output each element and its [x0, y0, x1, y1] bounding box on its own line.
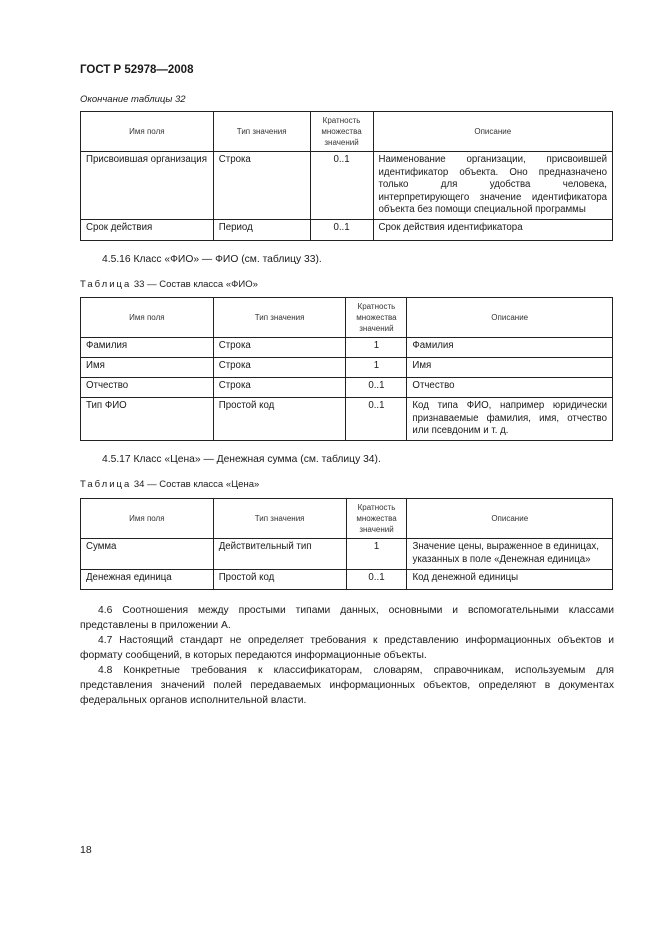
table-caption-word: Таблица: [80, 479, 132, 490]
table-row: [81, 539, 613, 570]
cell-value-type: Простой код: [213, 570, 346, 590]
cell-field-name: Фамилия: [81, 338, 214, 358]
page-number: 18: [80, 844, 92, 856]
column-header: Описание: [407, 298, 613, 338]
table-row: [81, 570, 613, 590]
paragraph-4-5-17: 4.5.17 Класс «Цена» — Денежная сумма (см. таблицу 34).: [102, 454, 381, 465]
column-header: Кратность множества значений: [310, 112, 373, 152]
cell-field-name: Отчество: [81, 378, 214, 398]
column-header: Имя поля: [81, 112, 214, 152]
table-row: [81, 358, 613, 378]
table-32-continuation: Окончание таблицы 32: [80, 94, 186, 105]
table-row: [81, 152, 613, 220]
column-header: Тип значения: [213, 112, 310, 152]
paragraph-4-8: 4.8 Конкретные требования к классификаторам, словарям, справочникам, используемым для представления значений полей передаваемых информационных объектов, определяют в документах федеральных органов исполнительной власти.: [80, 665, 614, 706]
cell-multiplicity: 1: [346, 358, 407, 378]
cell-description: Срок действия идентификатора: [373, 219, 613, 240]
paragraph-4-7: 4.7 Настоящий стандарт не определяет требования к представлению информационных объектов и формату сообщений, в которых передаются информационные объекты.: [80, 635, 614, 661]
table-caption-text: 33 — Состав класса «ФИО»: [133, 279, 258, 290]
table-33: [80, 297, 613, 441]
cell-field-name: Срок действия: [81, 219, 214, 240]
cell-description: Имя: [407, 358, 613, 378]
column-header: Описание: [373, 112, 613, 152]
cell-multiplicity: 0..1: [346, 378, 407, 398]
column-header: Кратность множества значений: [346, 298, 407, 338]
cell-description: Отчество: [407, 378, 613, 398]
column-header: Кратность множества значений: [346, 499, 407, 539]
document-header: ГОСТ Р 52978—2008: [80, 64, 194, 76]
cell-field-name: Тип ФИО: [81, 398, 214, 441]
cell-value-type: Действительный тип: [213, 539, 346, 570]
table-caption-word: Таблица: [80, 279, 132, 290]
table-row: [81, 338, 613, 358]
cell-field-name: Денежная единица: [81, 570, 214, 590]
cell-value-type: Простой код: [213, 398, 346, 441]
table-row: [81, 378, 613, 398]
table-caption-text: 34 — Состав класса «Цена»: [133, 479, 260, 490]
table-34-caption: [80, 479, 259, 490]
cell-value-type: Период: [213, 219, 310, 240]
cell-value-type: Строка: [213, 152, 310, 220]
cell-multiplicity: 0..1: [346, 570, 407, 590]
cell-multiplicity: 0..1: [346, 398, 407, 441]
table-33-caption: [80, 279, 258, 290]
cell-description: Код типа ФИО, например юридически признаваемые фамилия, имя, отчество или псевдоним и т. д.: [407, 398, 613, 441]
cell-field-name: Имя: [81, 358, 214, 378]
column-header: Описание: [407, 499, 613, 539]
table-34: [80, 498, 613, 590]
cell-value-type: Строка: [213, 338, 346, 358]
column-header: Имя поля: [81, 298, 214, 338]
cell-multiplicity: 0..1: [310, 152, 373, 220]
paragraph-4-5-16: 4.5.16 Класс «ФИО» — ФИО (см. таблицу 33).: [102, 254, 322, 265]
cell-description: Значение цены, выраженное в единицах, указанных в поле «Денежная единица»: [407, 539, 613, 570]
cell-multiplicity: 0..1: [310, 219, 373, 240]
cell-field-name: Сумма: [81, 539, 214, 570]
paragraph-4-6: 4.6 Соотношения между простыми типами данных, основными и вспомогательными классами представлены в приложении А.: [80, 605, 614, 631]
column-header: Имя поля: [81, 499, 214, 539]
column-header: Тип значения: [213, 499, 346, 539]
cell-value-type: Строка: [213, 358, 346, 378]
cell-multiplicity: 1: [346, 338, 407, 358]
cell-multiplicity: 1: [346, 539, 407, 570]
table-32: [80, 111, 613, 241]
cell-value-type: Строка: [213, 378, 346, 398]
cell-description: Код денежной единицы: [407, 570, 613, 590]
table-row: [81, 398, 613, 441]
column-header: Тип значения: [213, 298, 346, 338]
cell-description: Фамилия: [407, 338, 613, 358]
table-row: [81, 219, 613, 240]
cell-field-name: Присвоившая организация: [81, 152, 214, 220]
cell-description: Наименование организации, присвоившей идентификатор объекта. Оно предназначено только для удобства человека, интерпретирующего значение идентификатора объекта без помощи специальной программы: [373, 152, 613, 220]
